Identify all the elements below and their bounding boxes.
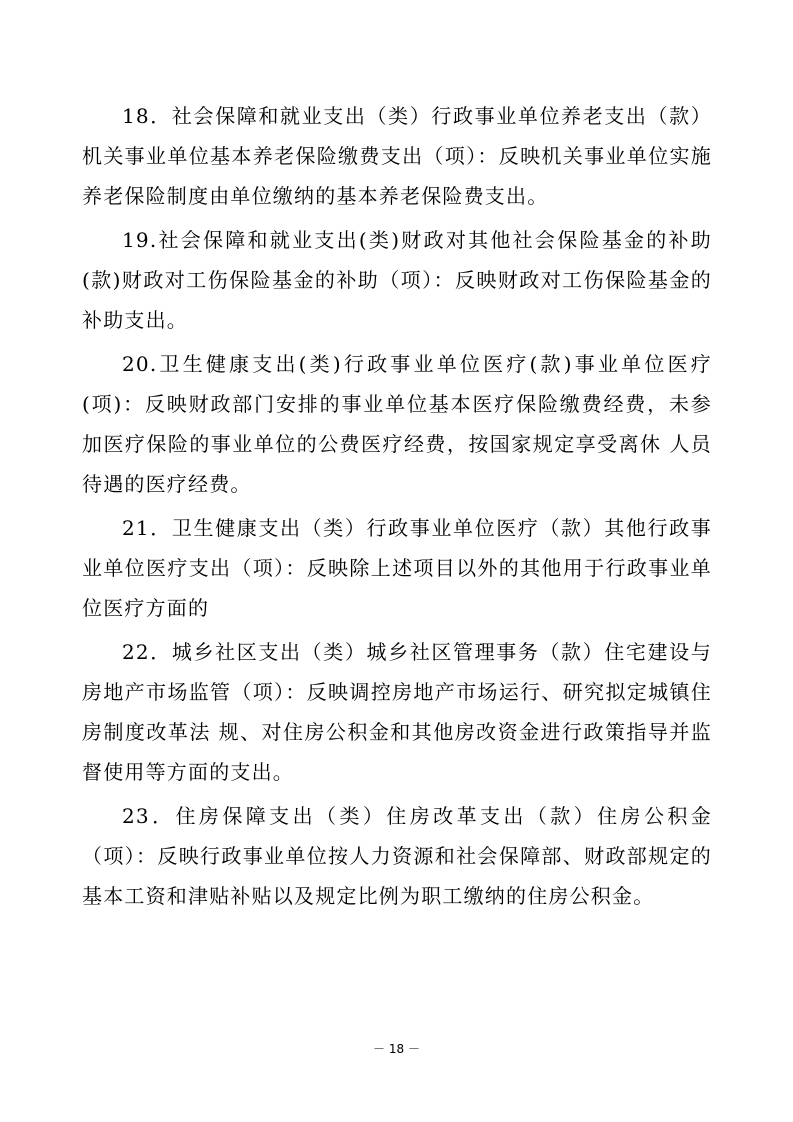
paragraph-19: 19.社会保障和就业支出(类)财政对其他社会保险基金的补助(款)财政对工伤保险基金的补助（项）：反映财政对工伤保险基金的补助支出。 [82, 228, 712, 332]
paragraph-22: 22．城乡社区支出（类）城乡社区管理事务（款）住宅建设与房地产市场监管（项）：反映调控房地产市场运行、研究拟定城镇住房制度改革法 规、对住房公积金和其他房改资金进行政策指导并监督使用等方面的支出。 [82, 640, 712, 784]
paragraph-23: 23．住房保障支出（类）住房改革支出（款）住房公积金（项）：反映行政事业单位按人力资源和社会保障部、财政部规定的 基本工资和津贴补贴以及规定比例为职工缴纳的住房公积金。 [82, 804, 712, 908]
paragraph-20: 20.卫生健康支出(类)行政事业单位医疗(款)事业单位医疗(项)：反映财政部门安排的事业单位基本医疗保险缴费经费，未参 加医疗保险的事业单位的公费医疗经费，按国家规定享受离休 人员待遇的医疗经费。 [82, 352, 712, 496]
document-body [82, 96, 712, 920]
page-number: － 18 － [373, 1042, 420, 1056]
paragraph-21: 21．卫生健康支出（类）行政事业单位医疗（款）其他行政事业单位医疗支出（项）：反映除上述项目以外的其他用于行政事业单位医疗方面的 [82, 516, 712, 620]
paragraph-18: 18．社会保障和就业支出（类）行政事业单位养老支出（款）机关事业单位基本养老保险缴费支出（项）：反映机关事业单位实施养老保险制度由单位缴纳的基本养老保险费支出。 [82, 104, 712, 208]
